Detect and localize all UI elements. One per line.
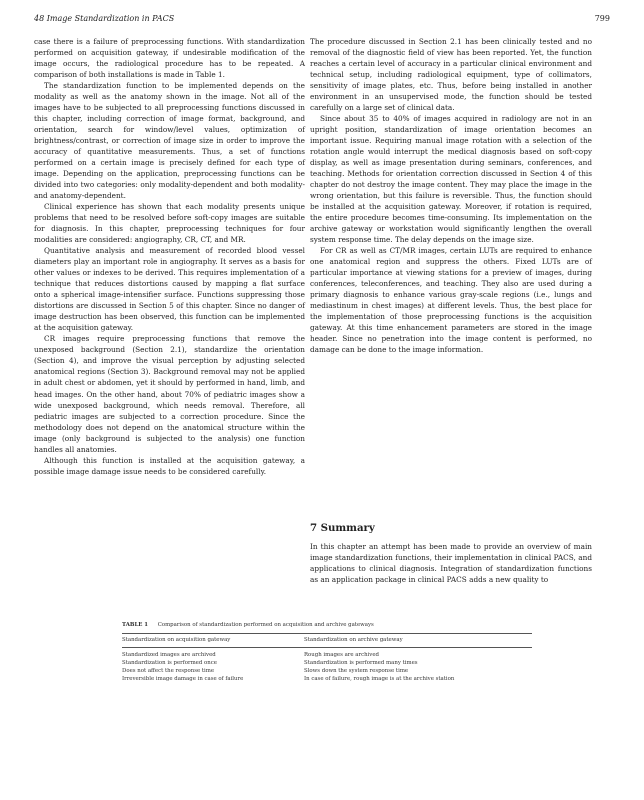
page-number: 799	[594, 14, 610, 23]
paragraph: For CR as well as CT/MR images, certain LUTs are required to enhance one anatomical region and suppress the others. Fixed LUTs are of particular importance at viewing stations for a preview of images, during conferences, teleconferences, and teaching. They also are used during a primary diagnosis to enhance various gray-scale regions (i.e., lungs and mediastinum in chest images) at different levels. Thus, the best place for the implementation of those preprocessing functions is the acquisition gateway. At this time enhancement parameters are stored in the image header. Since no penetration into the image content is performed, no damage can be done to the image information.	[310, 246, 592, 355]
table-caption-text: Comparison of standardization performed on acquisition and archive gateways	[157, 622, 374, 628]
table-header-cell: Standardization on archive gateway	[304, 637, 403, 643]
section-heading-summary: 7 Summary	[310, 522, 375, 534]
table-cell: Rough images are archived	[304, 652, 379, 658]
table-header-cell: Standardization on acquisition gateway	[122, 637, 231, 643]
paragraph: CR images require preprocessing functions that remove the unexposed background (Section 2.1), standardize the orientation (Section 4), and improve the visual perception by adjusting selected anatomical regions (Section 3). Background removal may not be applied in adult chest or abdomen, yet it should by performed in hand, limb, and head images. On the other hand, about 70% of pediatric images show a wide unexposed background, which needs removal. Therefore, all pediatric images are subjected to a correction procedure. Since the methodology does not depend on the anatomical structure within the image (only background is subjected to the analysis) one function handles all anatomies.	[34, 334, 305, 454]
paragraph: Since about 35 to 40% of images acquired in radiology are not in an upright position, standardization of image orientation becomes an important issue. Requiring manual image rotation with a selection of the rotation angle would interrupt the medical diagnosis based on soft-copy display, as well as image presentation during seminars, conferences, and teaching. Methods for orientation correction discussed in Section 4 of this chapter do not destroy the image content. They may place the image in the wrong orientation, but this failure is reversible. Thus, the function should be installed at the acquisition gateway. Moreover, if rotation is required, the entire procedure becomes time-consuming. Its implementation on the archive gateway or workstation would significantly lengthen the overall system response time. The delay depends on the image size.	[310, 114, 592, 245]
table-cell: Standardized images are archived	[122, 652, 216, 658]
paragraph: Quantitative analysis and measurement of recorded blood vessel diameters play an important role in angiography. It serves as a basis for other values or indexes to be derived. This requires implementation of a technique that reduces distortions caused by mapping a flat surface onto a spherical image-intensifier surface. Functions suppressing those distortions are discussed in Section 5 of this chapter. Since no danger of image destruction has been observed, this function can be implemented at the acquisition gateway.	[34, 246, 305, 333]
table-cell: Slows down the system response time	[304, 668, 409, 674]
running-title: 48 Image Standardization in PACS	[34, 14, 175, 23]
table-cell: In case of failure, rough image is at the archive station	[304, 676, 455, 682]
table-row	[122, 675, 532, 683]
table-header-row	[122, 634, 532, 647]
paragraph: Clinical experience has shown that each modality presents unique problems that need to be resolved before soft-copy images are suitable for diagnosis. In this chapter, preprocessing techniques for four modalities are considered: angiography, CR, CT, and MR.	[34, 202, 305, 245]
table-cell: Irreversible image damage in case of failure	[122, 676, 244, 682]
paragraph: The standardization function to be implemented depends on the modality as well as the anatomy shown in the image. Not all of the images have to be subjected to all preprocessing functions discussed in this chapter, including correction of image format, background, and orientation, search for window/level values, optimization of brightness/contrast, or correction of image size in order to improve the accuracy of quantitative measurements. Thus, a set of functions performed on a certain image is precisely defined for each type of image. Depending on the application, preprocessing functions can be divided into two categories: only modality-dependent and both modality- and anatomy-dependent.	[34, 81, 305, 201]
paragraph: case there is a failure of preprocessing functions. With standardization performed on acquisition gateway, if undesirable modification of the image occurs, the radiological procedure has to be repeated. A comparison of both installations is made in Table 1.	[34, 37, 305, 80]
table-caption	[122, 622, 532, 628]
summary-paragraph: In this chapter an attempt has been made to provide an overview of main image standardization functions, their implementation in clinical PACS, and applications to clinical diagnosis. Integration of standardization functions as an application package in clinical PACS adds a new quality to	[310, 542, 592, 585]
table-cell: Standardization is performed many times	[304, 660, 418, 666]
paragraph: Although this function is installed at the acquisition gateway, a possible image damage issue needs to be considered carefully.	[34, 455, 305, 476]
paragraph: The procedure discussed in Section 2.1 has been clinically tested and no removal of the diagnostic field of view has been reported. Yet, the function reaches a certain level of accuracy in a particular clinical environment and technical setup, including radiological equipment, type of collimators, sensitivity of image plates, etc. Thus, before being installed in another environment in an unsupervised mode, the function should be tested carefully on a large set of clinical data.	[310, 37, 592, 113]
table-row	[122, 659, 532, 667]
table-row	[122, 667, 532, 675]
table-cell: Does not affect the response time	[122, 668, 215, 674]
table-cell: Standardization is performed once	[122, 660, 217, 666]
table-row	[122, 651, 532, 659]
running-header	[34, 14, 610, 26]
left-column	[34, 36, 305, 477]
comparison-table	[122, 622, 532, 683]
table-label: TABLE 1	[122, 622, 148, 628]
right-column	[310, 36, 592, 355]
